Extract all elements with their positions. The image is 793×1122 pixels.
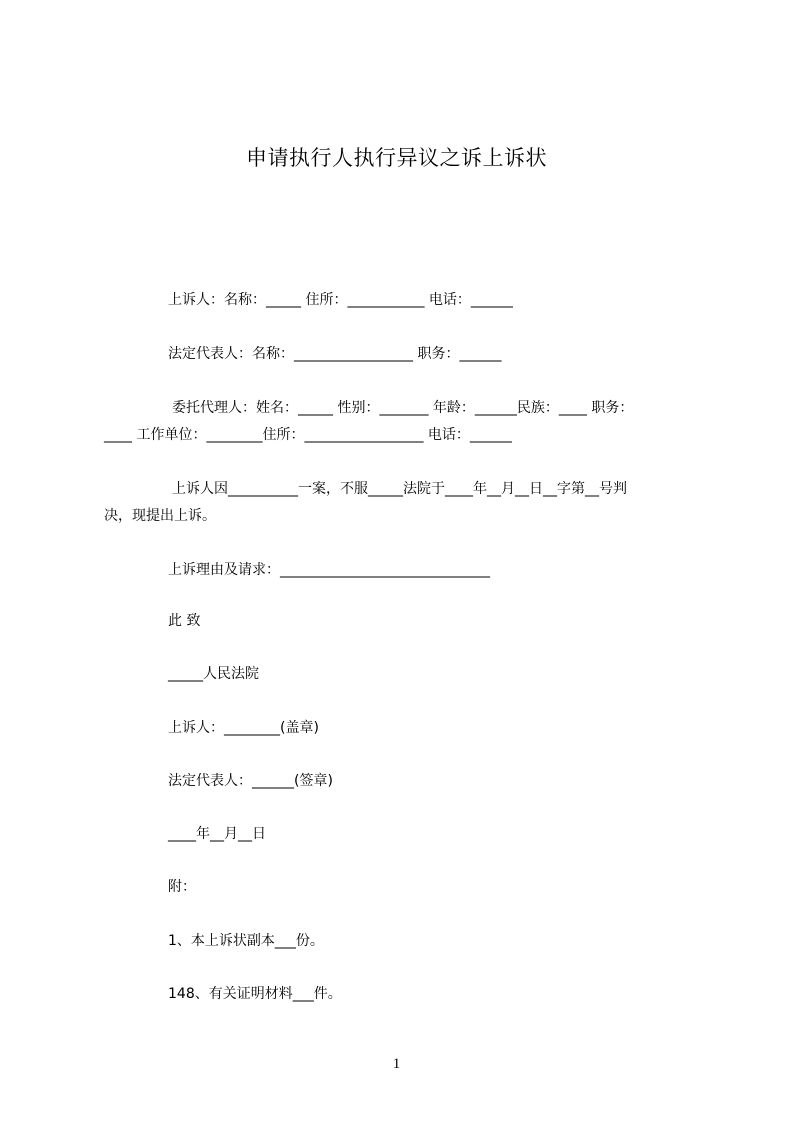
attachment-heading: 附： — [168, 879, 196, 895]
appellant-line: 上诉人：名称：_____ 住所：___________ 电话：______ — [168, 292, 513, 308]
legal-representative-line: 法定代表人：名称：_________________ 职务：______ — [168, 346, 502, 362]
case-paragraph — [104, 480, 700, 525]
attachment-item-1: 1、本上诉状副本___份。 — [168, 933, 324, 949]
legal-rep-signature-line: 法定代表人：______(签章) — [168, 773, 333, 789]
agent-line-1: 委托代理人：姓名：_____ 性别：_______ 年龄：______民族：____ 职务： — [172, 400, 634, 416]
case-line-1: 上诉人因__________一案，不服_____法院于____年__月__日__字第__号判 — [172, 481, 627, 497]
agent-paragraph — [104, 399, 700, 444]
case-line-2: 决，现提出上诉。 — [104, 508, 216, 524]
document-title: 申请执行人执行异议之诉上诉状 — [246, 146, 547, 170]
salutation: 此 致 — [168, 613, 201, 629]
attachment-item-2: 148、有关证明材料___件。 — [168, 986, 342, 1002]
page-number: 1 — [392, 1056, 401, 1072]
appellant-signature-line: 上诉人：________(盖章) — [168, 720, 319, 736]
court-line: _____人民法院 — [168, 666, 259, 682]
reasons-line: 上诉理由及请求：______________________________ — [168, 562, 490, 578]
date-line: ____年__月__日 — [168, 826, 266, 842]
agent-line-2: ____ 工作单位：________住所：_________________ 电话：______ — [104, 427, 512, 443]
